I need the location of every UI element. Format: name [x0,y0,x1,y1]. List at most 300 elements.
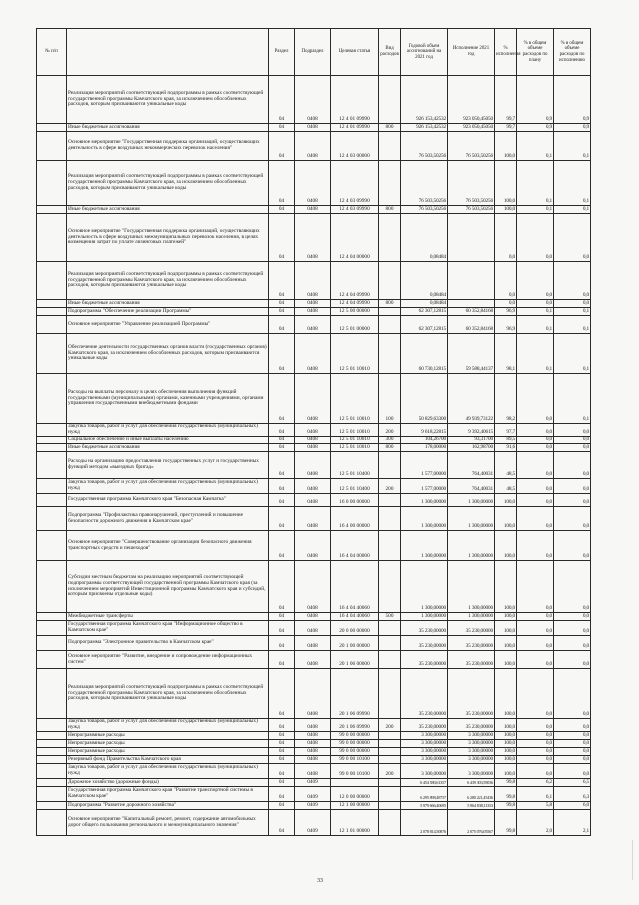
cell-target-article: 12 5 01 10010 [331,424,379,437]
cell-share-execution: 0,0 [554,452,591,479]
table-row [37,764,591,779]
cell-execution-percent: 100,0 [495,161,517,206]
cell-plan-amount: 0,08484 [401,300,448,308]
cell-expense-kind [379,787,401,802]
cell-share-plan: 0,1 [517,161,554,206]
cell-target-article: 16 0 00 00000 [331,494,379,507]
cell-subsection: 0408 [295,300,331,308]
cell-target-article: 12 5 01 10010 [331,444,379,452]
cell-subsection: 0408 [295,561,331,613]
cell-subsection: 0408 [295,374,331,424]
header-subsection: Подраздел [295,29,331,76]
cell-plan-amount: 3 300,00000 [401,764,448,779]
cell-num [37,748,67,756]
cell-expense-kind [379,494,401,507]
cell-target-article: 99 0 00 10100 [331,756,379,764]
cell-target-article: 99 0 00 00000 [331,748,379,756]
cell-plan-amount: 3 300,00000 [401,748,448,756]
cell-num [37,740,67,748]
cell-execution-amount: 764,40031 [448,452,495,479]
cell-description: Основное мероприятие "Совершенствование организации безопасного движения транспортных средств и пешеходов" [67,531,269,561]
cell-share-execution: 0,9 [554,76,591,124]
cell-expense-kind [379,316,401,334]
cell-share-plan: 6,2 [517,779,554,787]
cell-execution-amount: 59 588,44137 [448,334,495,374]
table-row [37,262,591,300]
cell-subsection: 0409 [295,810,331,836]
cell-section: 04 [269,334,295,374]
header-plan-amount: Годовой объем ассигнований на 2021 год [401,29,448,76]
cell-section: 04 [269,669,295,719]
cell-subsection: 0408 [295,334,331,374]
cell-plan-amount: 3 300,00000 [401,740,448,748]
cell-execution-amount: 35 230,00000 [448,651,495,669]
cell-execution-percent: 100,0 [495,719,517,732]
table-row [37,651,591,669]
cell-share-execution: 0,0 [554,437,591,444]
cell-target-article: 16 4 04 40060 [331,613,379,621]
cell-execution-amount: 35 230,00000 [448,669,495,719]
cell-subsection: 0408 [295,206,331,214]
cell-share-execution: 0,1 [554,374,591,424]
table-row [37,437,591,444]
cell-share-execution: 0,0 [554,764,591,779]
cell-section: 04 [269,719,295,732]
cell-expense-kind: 800 [379,444,401,452]
cell-target-article: 12 4 04 00000 [331,214,379,262]
cell-expense-kind: 300 [379,437,401,444]
cell-execution-percent: 99,7 [495,76,517,124]
cell-target-article: 12 5 01 10010 [331,437,379,444]
cell-subsection: 0408 [295,494,331,507]
cell-share-execution: 0,0 [554,561,591,613]
cell-num [37,613,67,621]
cell-description: Иные бюджетные ассигнования [67,124,269,132]
cell-section: 04 [269,206,295,214]
cell-target-article: 99 0 00 00000 [331,740,379,748]
cell-target-article: 12 5 01 10010 [331,374,379,424]
table-row [37,561,591,613]
cell-section: 04 [269,732,295,740]
table-row [37,374,591,424]
cell-expense-kind [379,531,401,561]
cell-num [37,779,67,787]
cell-description: Основное мероприятие "Государственная поддержка организаций, осуществляющих деятельность в сфере воздушных межмуниципальных перевозок населения, в целях возмещения затрат по уплате лизинговых платежей" [67,214,269,262]
cell-subsection: 0408 [295,651,331,669]
cell-execution-amount: 764,40031 [448,479,495,494]
cell-share-plan: 0,0 [517,531,554,561]
cell-num [37,636,67,651]
cell-share-plan: 0,1 [517,334,554,374]
cell-plan-amount: 9 618,22815 [401,424,448,437]
table-row [37,132,591,161]
table-row [37,748,591,756]
cell-num [37,214,67,262]
cell-expense-kind [379,636,401,651]
cell-num [37,308,67,316]
cell-execution-amount: 923 050,45050 [448,76,495,124]
cell-target-article: 20 0 00 00000 [331,621,379,636]
table-row [37,424,591,437]
table-body [37,76,591,836]
cell-num [37,132,67,161]
table-row [37,308,591,316]
cell-section: 04 [269,621,295,636]
header-section: Раздел [269,29,295,76]
cell-num [37,334,67,374]
cell-section: 04 [269,651,295,669]
cell-execution-amount: 3 300,00000 [448,756,495,764]
cell-description: Иные бюджетные ассигнования [67,444,269,452]
cell-share-execution: 0,0 [554,740,591,748]
cell-description: Основное мероприятие "Управление реализацией Программы" [67,316,269,334]
table-row [37,621,591,636]
cell-num [37,764,67,779]
cell-execution-percent: 0,0 [495,214,517,262]
cell-subsection: 0408 [295,452,331,479]
table-row [37,636,591,651]
cell-target-article: 12 5 01 10400 [331,452,379,479]
cell-expense-kind: 200 [379,479,401,494]
cell-execution-percent: 98,1 [495,334,517,374]
table-row [37,719,591,732]
cell-subsection: 0409 [295,779,331,787]
table-row [37,206,591,214]
cell-description: Непрограммные расходы [67,748,269,756]
cell-plan-amount: 35 230,00000 [401,719,448,732]
cell-execution-percent: 0,0 [495,262,517,300]
cell-execution-amount: 3 300,00000 [448,740,495,748]
cell-section: 04 [269,740,295,748]
cell-section: 04 [269,374,295,424]
cell-share-plan: 0,1 [517,316,554,334]
table-row [37,779,591,787]
cell-target-article: 16 4 04 40060 [331,561,379,613]
cell-description: Непрограммные расходы [67,740,269,748]
cell-share-execution: 0,0 [554,479,591,494]
cell-execution-amount: 5 964 838,11353 [448,802,495,810]
cell-subsection: 0408 [295,132,331,161]
cell-description: Реализация мероприятий соответствующей подпрограммы в рамках соответствующей государственной программы Камчатского края, за исключением обособленных расходов, которым присваиваются уникальные коды [67,669,269,719]
cell-execution-amount: 60 352,84168 [448,316,495,334]
cell-share-plan: 0,0 [517,507,554,531]
cell-target-article: 12 4 03 00000 [331,132,379,161]
cell-description: Закупка товаров, работ и услуг для обеспечения государственных (муниципальных) нужд [67,719,269,732]
cell-target-article: 20 1 06 09990 [331,719,379,732]
cell-target-article: 20 1 06 09990 [331,669,379,719]
cell-share-plan: 0,0 [517,748,554,756]
cell-execution-percent: 100,0 [495,651,517,669]
cell-num [37,76,67,124]
table-row [37,613,591,621]
cell-section: 04 [269,613,295,621]
cell-description: Основное мероприятие "Капитальный ремонт, ремонт, содержание автомобильных дорог общего пользования регионального и межмуниципального значения" [67,810,269,836]
cell-execution-percent: 100,0 [495,507,517,531]
cell-num [37,719,67,732]
cell-share-plan: 0,0 [517,669,554,719]
cell-description: Подпрограмма "Электронное правительство в Камчатском крае" [67,636,269,651]
cell-share-execution: 0,0 [554,494,591,507]
cell-expense-kind [379,669,401,719]
cell-expense-kind [379,756,401,764]
cell-plan-amount: 35 230,00000 [401,621,448,636]
cell-execution-amount: 35 230,00000 [448,719,495,732]
cell-share-execution: 0,1 [554,206,591,214]
cell-share-execution: 0,0 [554,613,591,621]
cell-target-article [331,779,379,787]
cell-num [37,300,67,308]
cell-execution-amount [448,300,495,308]
cell-execution-percent: 100,0 [495,494,517,507]
cell-execution-amount: 2 075 076,05567 [448,810,495,836]
cell-share-plan: 0,0 [517,621,554,636]
cell-execution-percent: 100,0 [495,748,517,756]
cell-expense-kind [379,810,401,836]
cell-description: Закупка товаров, работ и услуг для обеспечения государственных (муниципальных) нужд [67,424,269,437]
cell-description: Обеспечение деятельности государственных органов власти (государственных органов) Камчатского края, за исключением обособленных расходов, которым присваиваются уникальные коды [67,334,269,374]
cell-plan-amount: 1 300,00000 [401,507,448,531]
cell-num [37,651,67,669]
cell-target-article: 12 4 01 09990 [331,124,379,132]
table-row [37,479,591,494]
table-row [37,316,591,334]
cell-share-execution: 0,0 [554,300,591,308]
cell-share-execution: 0,1 [554,132,591,161]
cell-description: Государственная программа Камчатского края "Развитие транспортной системы в Камчатском крае" [67,787,269,802]
header-name [67,29,269,76]
cell-section: 04 [269,779,295,787]
cell-share-execution: 6,0 [554,802,591,810]
cell-subsection: 0408 [295,732,331,740]
header-share-execution: % в общем объеме расходов по исполнению [554,29,591,76]
cell-execution-amount [448,214,495,262]
table-row [37,76,591,124]
cell-plan-amount: 6 454 580,61357 [401,779,448,787]
cell-subsection: 0408 [295,531,331,561]
cell-execution-amount: 1 300,00000 [448,531,495,561]
cell-share-plan: 5,8 [517,802,554,810]
cell-expense-kind: 200 [379,719,401,732]
cell-execution-percent: 100,0 [495,636,517,651]
cell-execution-percent: 100,0 [495,206,517,214]
cell-share-plan: 0,0 [517,214,554,262]
cell-execution-percent: 99,7 [495,124,517,132]
cell-execution-amount: 76 503,50256 [448,161,495,206]
cell-expense-kind [379,740,401,748]
cell-target-article: 12 5 01 00000 [331,316,379,334]
cell-expense-kind: 200 [379,764,401,779]
cell-subsection: 0409 [295,787,331,802]
cell-execution-amount [448,262,495,300]
cell-expense-kind [379,308,401,316]
cell-share-plan: 0,0 [517,764,554,779]
cell-num [37,507,67,531]
cell-num [37,452,67,479]
cell-section: 04 [269,810,295,836]
cell-section: 04 [269,437,295,444]
cell-plan-amount: 3 300,00000 [401,756,448,764]
cell-execution-amount: 76 503,50256 [448,132,495,161]
budget-execution-table [36,28,591,836]
cell-description: Реализация мероприятий соответствующей подпрограммы в рамках соответствующей государственной программы Камчатского края, за исключением обособленных расходов, которым присваиваются уникальные коды [67,161,269,206]
cell-execution-amount: 162,98700 [448,444,495,452]
cell-target-article: 16 4 04 00000 [331,531,379,561]
cell-execution-amount: 1 300,00000 [448,507,495,531]
cell-expense-kind: 500 [379,613,401,621]
cell-execution-percent: 99,8 [495,810,517,836]
cell-execution-percent: 100,0 [495,764,517,779]
cell-section: 04 [269,479,295,494]
cell-target-article: 12 4 04 09990 [331,300,379,308]
cell-section: 04 [269,214,295,262]
cell-num [37,494,67,507]
cell-share-plan: 0,1 [517,308,554,316]
cell-execution-percent: 99,8 [495,802,517,810]
cell-section: 04 [269,764,295,779]
table-row [37,802,591,810]
cell-share-execution: 0,0 [554,621,591,636]
cell-expense-kind [379,76,401,124]
cell-share-execution: 0,0 [554,214,591,262]
cell-execution-amount: 35 230,00000 [448,636,495,651]
cell-plan-amount: 76 503,50256 [401,161,448,206]
table-row [37,732,591,740]
cell-target-article: 12 5 00 00000 [331,308,379,316]
cell-num [37,161,67,206]
cell-description: Субсидии местным бюджетам на реализацию мероприятий соответствующей подпрограммы соответствующей государственной программы Камчатского края (за исключением мероприятий Инвестиционной программы Камчатского края и субсидий, которым присвоены отдельные коды) [67,561,269,613]
cell-share-execution: 0,0 [554,636,591,651]
header-share-plan: % в общем объеме расходов по плану [517,29,554,76]
cell-section: 04 [269,748,295,756]
cell-num [37,732,67,740]
cell-subsection: 0408 [295,161,331,206]
table-row [37,452,591,479]
cell-description: Государственная программа Камчатского края "Безопасная Камчатка" [67,494,269,507]
cell-share-plan: 0,1 [517,132,554,161]
cell-execution-amount: 1 300,00000 [448,561,495,613]
cell-description: Непрограммные расходы [67,732,269,740]
cell-subsection: 0408 [295,308,331,316]
cell-expense-kind [379,651,401,669]
cell-plan-amount: 104,26700 [401,437,448,444]
cell-plan-amount: 178,00000 [401,444,448,452]
cell-subsection: 0408 [295,124,331,132]
cell-plan-amount: 926 153,42532 [401,124,448,132]
cell-section: 04 [269,76,295,124]
cell-share-plan: 0,0 [517,719,554,732]
cell-execution-percent: 100,0 [495,740,517,748]
cell-subsection: 0408 [295,669,331,719]
cell-execution-amount: 923 050,45050 [448,124,495,132]
cell-execution-amount: 1 300,00000 [448,494,495,507]
cell-expense-kind [379,621,401,636]
cell-share-execution: 0,9 [554,124,591,132]
cell-target-article: 12 4 03 09990 [331,206,379,214]
cell-plan-amount: 35 230,00000 [401,669,448,719]
cell-share-plan: 0,0 [517,452,554,479]
cell-num [37,374,67,424]
cell-execution-percent: 99,8 [495,779,517,787]
table-row [37,756,591,764]
cell-section: 04 [269,802,295,810]
cell-subsection: 0408 [295,636,331,651]
cell-expense-kind [379,732,401,740]
cell-subsection: 0408 [295,437,331,444]
cell-target-article: 12 5 01 10010 [331,334,379,374]
cell-execution-percent: 99,8 [495,787,517,802]
cell-section: 04 [269,161,295,206]
cell-description: Дорожное хозяйство (дорожные фонды) [67,779,269,787]
header-execution-percent: % исполнения [495,29,517,76]
scan-edge-mark [632,840,633,880]
cell-target-article: 20 1 00 00000 [331,636,379,651]
cell-share-execution: 6,3 [554,787,591,802]
cell-description: Основное мероприятие "Государственная поддержка организаций, осуществляющих деятельность в сфере воздушных некоммерческих перевозок населения" [67,132,269,161]
cell-subsection: 0408 [295,613,331,621]
cell-description: Социальное обеспечение и иные выплаты населению [67,437,269,444]
cell-share-execution: 0,0 [554,531,591,561]
cell-num [37,479,67,494]
cell-expense-kind [379,802,401,810]
cell-target-article: 12 1 00 00000 [331,802,379,810]
cell-section: 04 [269,424,295,437]
cell-execution-percent: 100,0 [495,621,517,636]
cell-execution-percent: 100,0 [495,756,517,764]
table-row [37,740,591,748]
cell-description: Иные бюджетные ассигнования [67,300,269,308]
table-row [37,124,591,132]
cell-target-article: 12 1 01 00000 [331,810,379,836]
cell-num [37,316,67,334]
cell-plan-amount: 76 503,50256 [401,206,448,214]
cell-share-execution: 0,1 [554,161,591,206]
cell-subsection: 0408 [295,756,331,764]
cell-section: 04 [269,494,295,507]
cell-execution-amount: 60 352,84168 [448,308,495,316]
cell-num [37,444,67,452]
cell-share-execution: 0,1 [554,316,591,334]
cell-plan-amount: 62 307,12815 [401,308,448,316]
cell-execution-percent: 100,0 [495,531,517,561]
cell-expense-kind: 800 [379,124,401,132]
cell-share-execution: 6,5 [554,779,591,787]
cell-section: 04 [269,756,295,764]
cell-plan-amount: 2 078 814,50876 [401,810,448,836]
cell-execution-amount: 3 300,00000 [448,732,495,740]
cell-execution-amount: 6 280 221,45436 [448,787,495,802]
cell-plan-amount: 60 730,12815 [401,334,448,374]
cell-section: 04 [269,507,295,531]
cell-plan-amount: 50 829,63300 [401,374,448,424]
cell-share-plan: 2,0 [517,810,554,836]
cell-description: Расходы на организацию предоставления государственных услуг и государственных функций методом «выездных бригад» [67,452,269,479]
cell-plan-amount: 926 153,42532 [401,76,448,124]
cell-num [37,262,67,300]
cell-share-execution: 0,0 [554,748,591,756]
cell-execution-percent: 100,0 [495,613,517,621]
cell-expense-kind [379,132,401,161]
cell-plan-amount: 1 577,00000 [401,452,448,479]
cell-expense-kind: 800 [379,300,401,308]
cell-target-article: 12 5 01 10400 [331,479,379,494]
cell-subsection: 0408 [295,444,331,452]
cell-description: Основное мероприятие "Развитие, внедрение и сопровождение информационных систем" [67,651,269,669]
cell-description: Подпрограмма "Обеспечение реализации Программы" [67,308,269,316]
cell-plan-amount: 3 300,00000 [401,732,448,740]
cell-description: Закупка товаров, работ и услуг для обеспечения государственных (муниципальных) нужд [67,764,269,779]
cell-num [37,669,67,719]
cell-expense-kind: 800 [379,206,401,214]
